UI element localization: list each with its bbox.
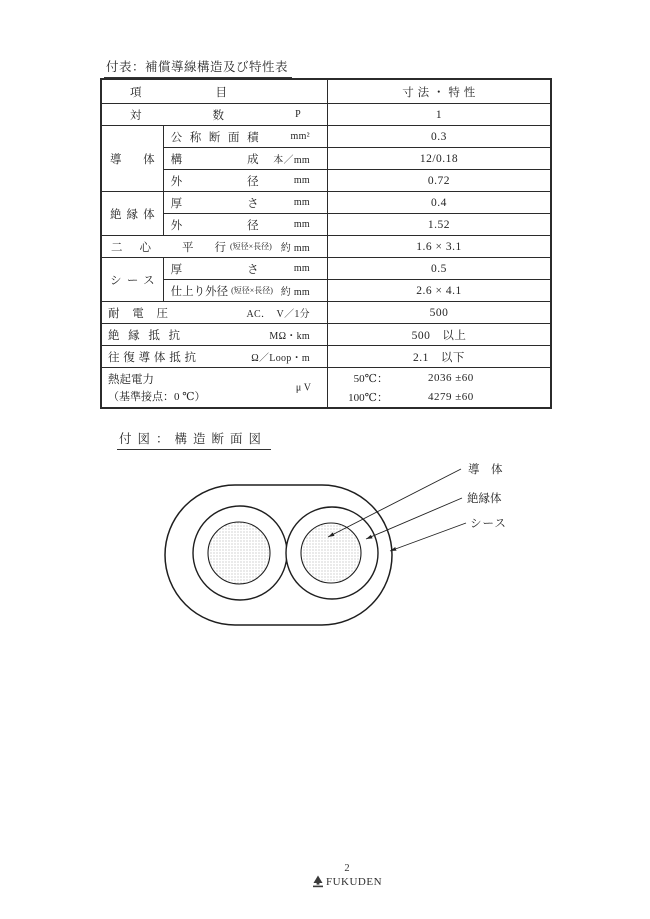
header-value-cell: 寸 法 ・ 特 性	[327, 79, 551, 104]
area-value: 0.3	[327, 126, 551, 148]
emf-label: 熱起電力	[108, 374, 154, 386]
conductor-circle-right	[301, 523, 361, 583]
pair-label-b: 数	[212, 109, 225, 122]
sh-od-name: 仕上り外径	[170, 285, 229, 298]
insulation-label: 絶縁体	[467, 493, 502, 505]
conductor-group-label: 導体	[110, 153, 155, 166]
figure-caption: 付図：構造断面図	[117, 429, 271, 450]
sheath-label: シース	[470, 518, 507, 530]
sheath-group-label: シース	[110, 274, 155, 287]
table-row-sheath-thickness	[101, 258, 551, 280]
table-row-insulation-resistance	[101, 324, 551, 346]
ins-res-label: 絶縁抵抗	[108, 329, 180, 342]
sh-th-name-a: 厚	[170, 263, 183, 276]
cond-od-name-b: 径	[247, 175, 259, 188]
sh-od-value: 2.6 × 4.1	[327, 280, 551, 302]
pair-label-a: 対	[130, 109, 142, 122]
table-row-thermo-emf	[101, 368, 551, 409]
cond-od-name-a: 外	[170, 175, 183, 188]
voltage-value: 500	[327, 302, 551, 324]
loop-res-label: 往復導体抵抗	[108, 351, 196, 364]
sh-th-name-b: さ	[247, 263, 259, 276]
sh-od-note: (短径×長径)	[231, 286, 273, 295]
sheath-leader-arrow	[390, 523, 466, 551]
header-item-cell	[101, 79, 327, 104]
cond-od-unit: mm	[293, 175, 310, 186]
emf-temp-50: 50℃：	[353, 373, 388, 385]
ins-res-value: 500 以上	[327, 324, 551, 346]
table-row-header	[101, 79, 551, 104]
area-unit: mm²	[290, 131, 310, 142]
emf-line-100	[328, 388, 550, 407]
cond-od-value: 0.72	[327, 170, 551, 192]
insulation-group-cell	[101, 192, 163, 236]
conductor-label: 導 体	[468, 464, 503, 476]
emf-value-100: 4279 ±60	[427, 391, 474, 403]
ins-th-name-a: 厚	[170, 197, 183, 210]
emf-note: （基準接点：0 ℃）	[108, 391, 206, 403]
ins-od-name-a: 外	[170, 219, 183, 232]
emf-unit: μ V	[295, 382, 311, 393]
table-row-conductor-area	[101, 126, 551, 148]
twin-c2: 心	[139, 241, 151, 254]
table-row-sheath-finished-od	[101, 280, 551, 302]
sh-od-unit: 約 mm	[280, 287, 310, 298]
table-row-conductor-od	[101, 170, 551, 192]
twin-value: 1.6 × 3.1	[327, 236, 551, 258]
spec-table-container	[100, 78, 552, 409]
ins-od-name-b: 径	[247, 219, 259, 232]
table-row-pair-count	[101, 104, 551, 126]
strand-name-b: 成	[247, 153, 259, 166]
strand-value: 12/0.18	[327, 148, 551, 170]
ins-res-unit: MΩ・km	[269, 331, 310, 342]
voltage-label: 耐電圧	[108, 307, 168, 320]
ins-th-name-b: さ	[247, 197, 259, 210]
ins-th-value: 0.4	[327, 192, 551, 214]
voltage-unit: AC． V／1分	[246, 309, 310, 320]
insulation-group-label: 絶縁体	[110, 208, 155, 221]
twin-c3: 平	[182, 241, 194, 254]
strand-unit: 本／mm	[273, 155, 310, 166]
table-row-insulation-od	[101, 214, 551, 236]
cross-section-figure	[0, 450, 650, 680]
table-row-conductor-strand	[101, 148, 551, 170]
ins-th-unit: mm	[293, 197, 310, 208]
conductor-group-cell	[101, 126, 163, 192]
conductor-circle-left	[208, 522, 270, 584]
header-item-label-a: 項	[130, 86, 142, 99]
header-item-label-b: 目	[215, 86, 227, 99]
spec-table	[100, 78, 552, 409]
sh-th-value: 0.5	[327, 258, 551, 280]
pair-value: 1	[327, 104, 551, 126]
table-row-withstand-voltage	[101, 302, 551, 324]
sh-th-unit: mm	[293, 263, 310, 274]
loop-res-value: 2.1 以下	[327, 346, 551, 368]
twin-note: (短径×長径)	[230, 242, 272, 251]
table-row-loop-resistance	[101, 346, 551, 368]
loop-res-unit: Ω／Loop・m	[251, 353, 310, 364]
table-caption: 付表：補償導線構造及び特性表	[104, 57, 292, 78]
page-number: 2	[344, 863, 350, 874]
ins-od-unit: mm	[293, 219, 310, 230]
emf-temp-100: 100℃：	[348, 392, 388, 404]
twin-unit: 約 mm	[280, 243, 310, 254]
emf-line-50	[328, 369, 550, 388]
brand-mark	[22, 875, 650, 888]
twin-c1: 二	[111, 241, 123, 254]
twin-c4: 行	[214, 241, 226, 254]
strand-name-a: 構	[170, 153, 183, 166]
pair-unit: P	[295, 109, 301, 120]
area-name: 公称断面積	[170, 131, 259, 144]
page-footer	[22, 863, 650, 888]
brand-text: FUKUDEN	[325, 875, 383, 888]
fukuden-logo-icon	[312, 875, 324, 888]
table-row-insulation-thickness	[101, 192, 551, 214]
ins-od-value: 1.52	[327, 214, 551, 236]
sheath-group-cell	[101, 258, 163, 302]
table-row-twin-parallel	[101, 236, 551, 258]
emf-value-50: 2036 ±60	[427, 372, 474, 384]
